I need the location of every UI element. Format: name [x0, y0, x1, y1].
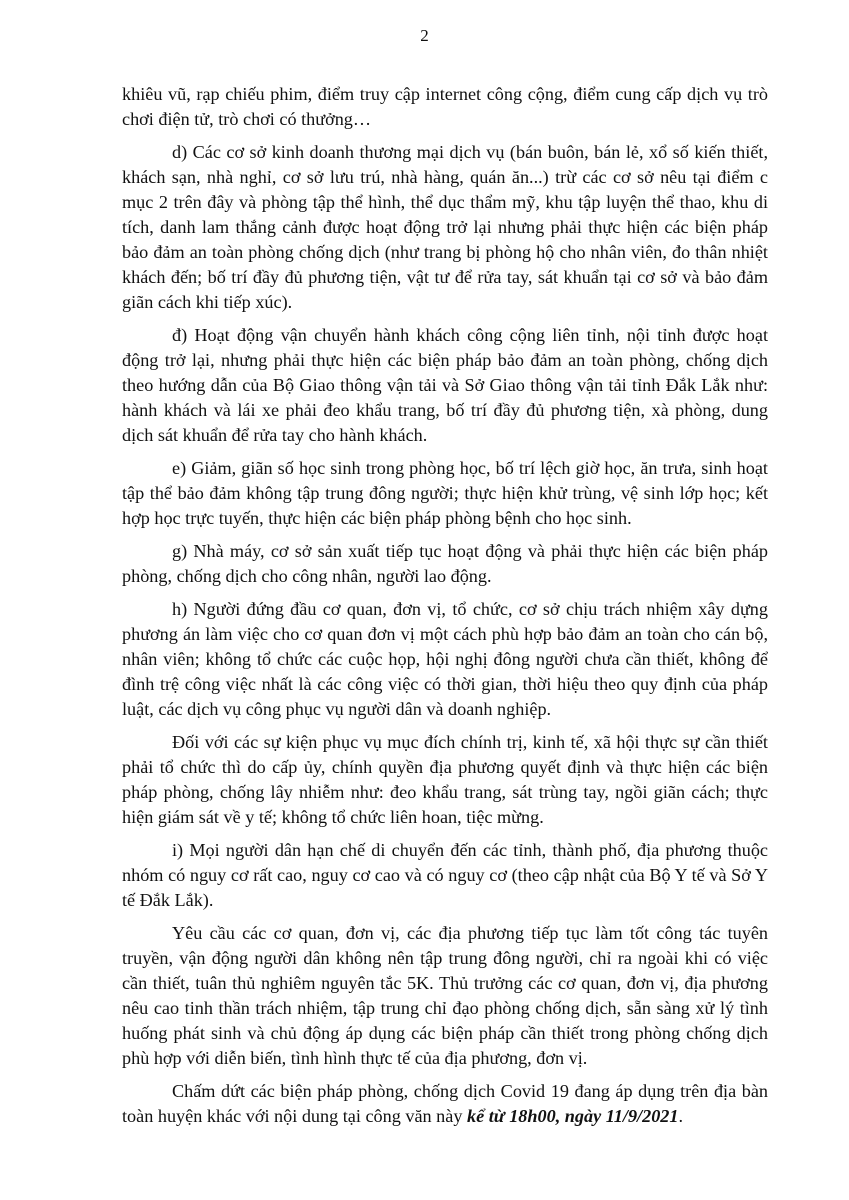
- paragraph-item-i: i) Mọi người dân hạn chế di chuyển đến các tỉnh, thành phố, địa phương thuộc nhóm có nguy cơ rất cao, nguy cơ cao và có nguy cơ (theo cập nhật của Bộ Y tế và Sở Y tế Đắk Lắk).: [122, 840, 768, 910]
- paragraph-item-h: h) Người đứng đầu cơ quan, đơn vị, tổ chức, cơ sở chịu trách nhiệm xây dựng phương án làm việc cho cơ quan đơn vị một cách phù hợp bảo đảm an toàn cho cán bộ, nhân viên; không tổ chức các cuộc họp, hội nghị đông người chưa cần thiết, không để đình trệ công việc nhất là các công việc có thời gian, thời hiệu theo quy định của pháp luật, các dịch vụ công phục vụ người dân và doanh nghiệp.: [122, 599, 768, 719]
- paragraph-item-dd: đ) Hoạt động vận chuyển hành khách công cộng liên tỉnh, nội tỉnh được hoạt động trở lại, nhưng phải thực hiện các biện pháp bảo đảm an toàn phòng, chống dịch theo hướng dẫn của Bộ Giao thông vận tải và Sở Giao thông vận tải tỉnh Đắk Lắk như: hành khách và lái xe phải đeo khẩu trang, bố trí đầy đủ phương tiện, xà phòng, dung dịch sát khuẩn để rửa tay cho hành khách.: [122, 325, 768, 445]
- document-body: [122, 82, 768, 1137]
- paragraph-item-e: e) Giảm, giãn số học sinh trong phòng học, bố trí lệch giờ học, ăn trưa, sinh hoạt tập thể bảo đảm không tập trung đông người; thực hiện khử trùng, vệ sinh lớp học; kết hợp học trực tuyến, thực hiện các biện pháp phòng bệnh cho học sinh.: [122, 458, 768, 528]
- paragraph-continuation: khiêu vũ, rạp chiếu phim, điểm truy cập internet công cộng, điểm cung cấp dịch vụ trò chơi điện tử, trò chơi có thưởng…: [122, 84, 768, 129]
- page-number: 2: [420, 26, 429, 45]
- termination-lead: Chấm dứt các biện pháp phòng, chống dịch Covid 19 đang áp dụng trên địa bàn toàn huyện khác với nội dung tại công văn này: [122, 1081, 768, 1126]
- termination-tail: .: [678, 1106, 684, 1126]
- paragraph-events: Đối với các sự kiện phục vụ mục đích chính trị, kinh tế, xã hội thực sự cần thiết phải tổ chức thì do cấp ủy, chính quyền địa phương quyết định và thực hiện các biện pháp phòng, chống lây nhiễm như: đeo khẩu trang, sát trùng tay, ngồi giãn cách; thực hiện giám sát về y tế; không tổ chức liên hoan, tiệc mừng.: [122, 732, 768, 827]
- termination-effective-date: kể từ 18h00, ngày 11/9/2021: [467, 1106, 679, 1126]
- paragraph-item-g: g) Nhà máy, cơ sở sản xuất tiếp tục hoạt động và phải thực hiện các biện pháp phòng, chống dịch cho công nhân, người lao động.: [122, 541, 768, 586]
- paragraph-item-d: d) Các cơ sở kinh doanh thương mại dịch vụ (bán buôn, bán lẻ, xổ số kiến thiết, khách sạn, nhà nghỉ, cơ sở lưu trú, nhà hàng, quán ăn...) trừ các cơ sở nêu tại điểm c mục 2 trên đây và phòng tập thể hình, thể dục thẩm mỹ, khu tập luyện thể thao, khu di tích, danh lam thắng cảnh được hoạt động trở lại nhưng phải thực hiện các biện pháp bảo đảm an toàn phòng chống dịch (như trang bị phòng hộ cho nhân viên, đo thân nhiệt khách đến; bố trí đầy đủ phương tiện, vật tư để rửa tay, sát khuẩn tại cơ sở và bảo đảm giãn cách khi tiếp xúc).: [122, 142, 768, 312]
- paragraph-requirements: Yêu cầu các cơ quan, đơn vị, các địa phương tiếp tục làm tốt công tác tuyên truyền, vận động người dân không nên tập trung đông người, chỉ ra ngoài khi có việc cần thiết, tuân thủ nghiêm nguyên tắc 5K. Thủ trưởng các cơ quan, đơn vị, địa phương nêu cao tinh thần trách nhiệm, tập trung chỉ đạo phòng chống dịch, sẵn sàng xử lý tình huống phát sinh và chủ động áp dụng các biện pháp cần thiết trong phòng chống dịch phù hợp với diễn biến, tình hình thực tế của địa phương, đơn vị.: [122, 923, 768, 1068]
- paragraph-termination: [122, 1079, 768, 1129]
